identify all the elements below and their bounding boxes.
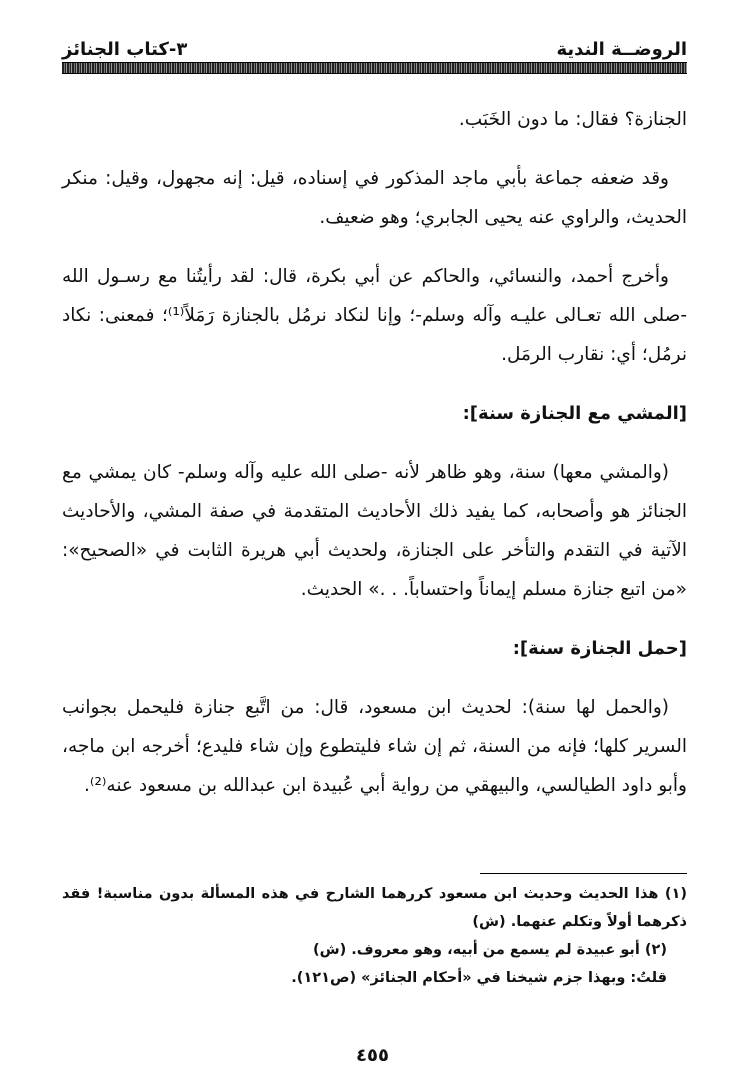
footnote: قلتُ: وبهذا جزم شيخنا في «أحكام الجنائز» (ص١٢١). <box>291 970 667 986</box>
paragraph: (والحمل لها سنة): لحديث ابن مسعود، قال: من اتَّبع جنازة فليحمل بجوانب السرير كلها؛ فإنه من السنة، ثم إن شاء فليتطوع وإن شاء فليدع؛ أخرجه ابن ماجه، وأبو داود الطيالسي، والبيهقي من رواية أبي عُبيدة ابن عبدالله بن مسعود عنه⁽²⁾. <box>62 697 687 796</box>
footnotes <box>62 880 687 992</box>
running-header <box>62 36 687 60</box>
paragraph: وأخرج أحمد، والنسائي، والحاكم عن أبي بكرة، قال: لقد رأيتُنا مع رسـول الله -صلى الله تعـالى عليـه وآله وسلم-؛ وإنا لنكاد نرمُل بالجنازة رَمَلاً⁽¹⁾؛ فمعنى: نكاد نرمُل؛ أي: نقارب الرمَل. <box>62 266 687 365</box>
footnote: (١) هذا الحديث وحديث ابن مسعود كررهما الشارح في هذه المسألة بدون مناسبة! فقد ذكرهما أولاً وتكلم عنهما. (ش) <box>62 886 687 930</box>
paragraph: (والمشي معها) سنة، وهو ظاهر لأنه -صلى الله عليه وآله وسلم- كان يمشي مع الجنائز هو وأصحابه، كما يفيد ذلك الأحاديث المتقدمة في صفة المشي، والأحاديث الآتية في التقدم والتأخر على الجنازة، ولحديث أبي هريرة الثابت في «الصحيح»: «من اتبع جنازة مسلم إيماناً واحتساباً. . .» الحديث. <box>62 462 687 600</box>
paragraph: الجنازة؟ فقال: ما دون الخَبَب. <box>458 109 687 130</box>
main-text <box>62 100 687 805</box>
footnote-separator <box>480 873 687 874</box>
header-rule <box>62 62 687 74</box>
section-heading: [المشي مع الجنازة سنة]: <box>462 403 687 424</box>
section-heading: [حمل الجنازة سنة]: <box>512 638 687 659</box>
footnote: (٢) أبو عبيدة لم يسمع من أبيه، وهو معروف. (ش) <box>312 942 667 958</box>
book-title: الروضــة الندية <box>556 39 687 60</box>
paragraph: وقد ضعفه جماعة بأبي ماجد المذكور في إسناده، قيل: إنه مجهول، وقيل: منكر الحديث، والراوي عنه يحيى الجابري؛ وهو ضعيف. <box>62 168 687 228</box>
page-number: ٤٥٥ <box>356 1045 389 1066</box>
chapter-title: ٣-كتاب الجنائز <box>62 39 188 60</box>
